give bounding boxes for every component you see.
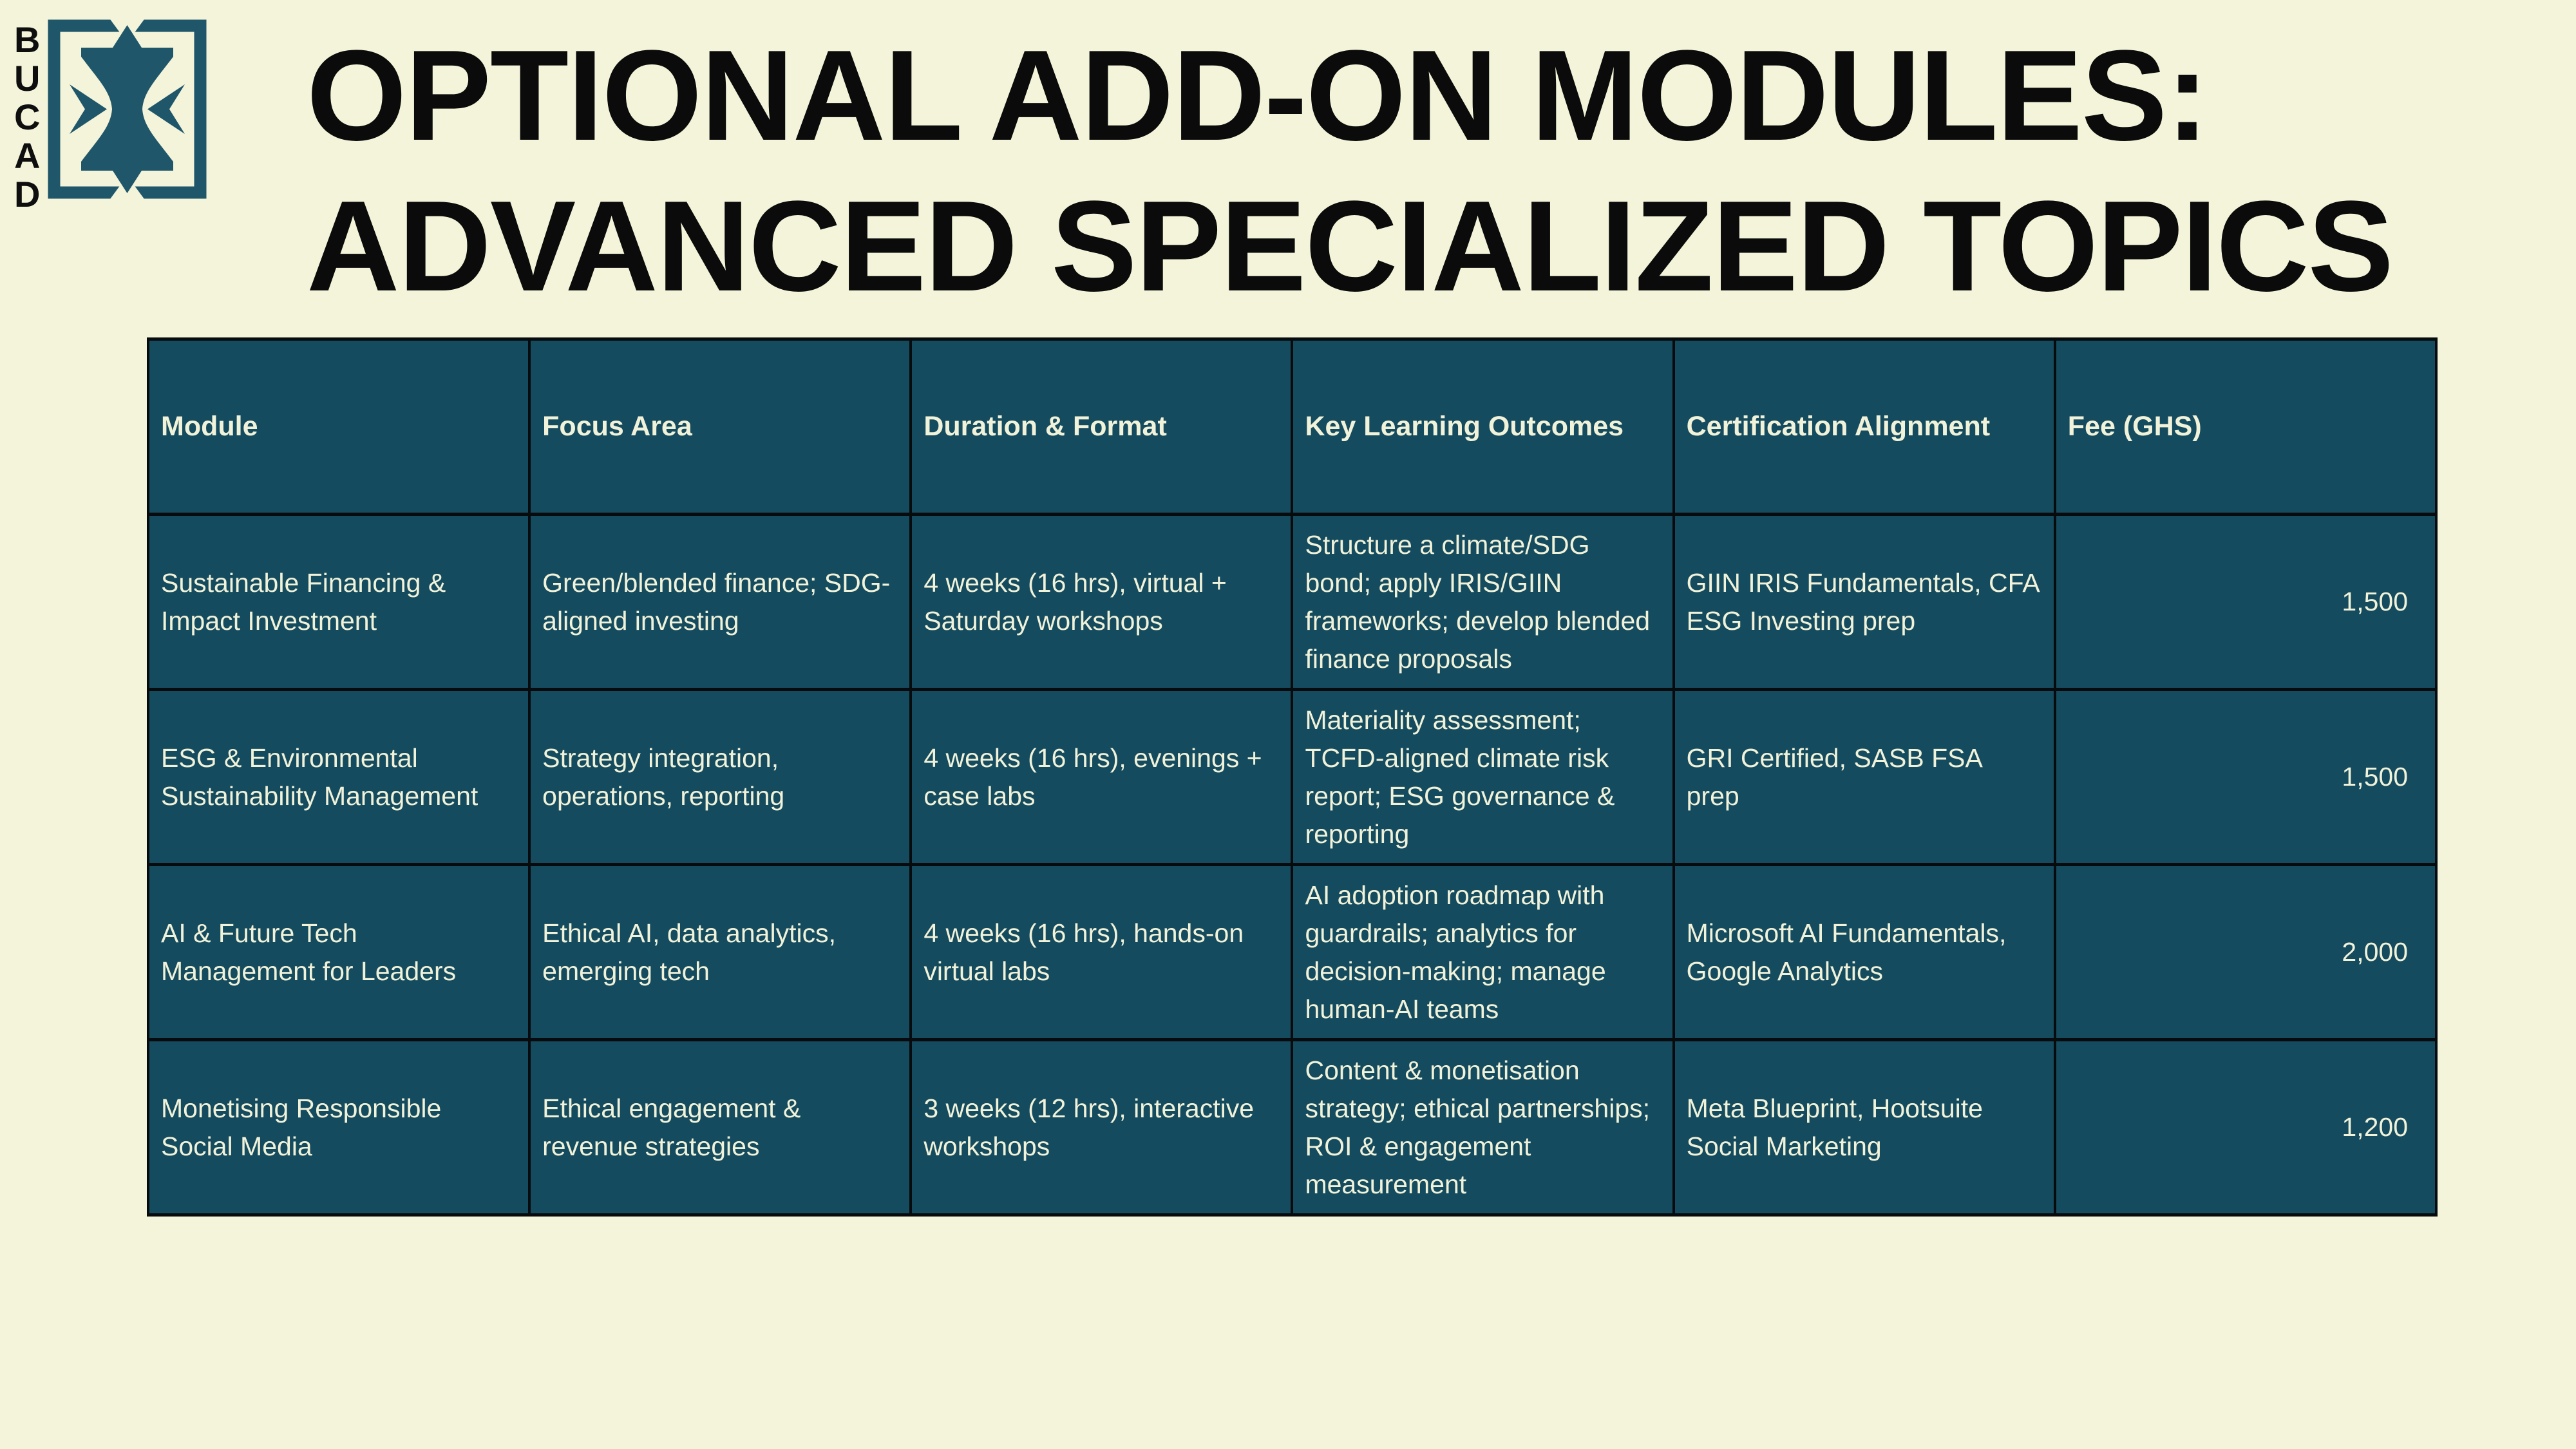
cell-duration-format: 3 weeks (12 hrs), interactive workshops [911, 1040, 1292, 1215]
cell-module: AI & Future Tech Management for Leaders [148, 865, 529, 1040]
logo-letter: A [14, 135, 41, 176]
logo-letter: D [14, 174, 41, 214]
cell-key-learning-outcomes: Materiality assessment; TCFD-aligned climate risk report; ESG governance & reporting [1292, 690, 1673, 865]
cell-key-learning-outcomes: Content & monetisation strategy; ethical partnerships; ROI & engagement measurement [1292, 1040, 1673, 1215]
column-header-key-learning-outcomes: Key Learning Outcomes [1292, 339, 1673, 515]
cell-certification-alignment: GRI Certified, SASB FSA prep [1674, 690, 2055, 865]
table-row [148, 1040, 2436, 1215]
cell-fee: 1,200 [2055, 1040, 2436, 1215]
cell-module: Sustainable Financing & Impact Investment [148, 515, 529, 690]
slide-title [307, 21, 2392, 322]
cell-certification-alignment: Meta Blueprint, Hootsuite Social Marketing [1674, 1040, 2055, 1215]
table-row [148, 865, 2436, 1040]
cell-fee: 1,500 [2055, 690, 2436, 865]
bucad-logo-wordmark [14, 21, 40, 214]
table-header-row [148, 339, 2436, 515]
cell-focus-area: Ethical AI, data analytics, emerging tech [529, 865, 911, 1040]
logo-letter: B [14, 19, 41, 60]
column-header-duration-format: Duration & Format [911, 339, 1292, 515]
cell-module: Monetising Responsible Social Media [148, 1040, 529, 1215]
cell-key-learning-outcomes: Structure a climate/SDG bond; apply IRIS/GIIN frameworks; develop blended finance proposals [1292, 515, 1673, 690]
logo-letter: C [14, 97, 41, 137]
cell-focus-area: Ethical engagement & revenue strategies [529, 1040, 911, 1215]
cell-certification-alignment: GIIN IRIS Fundamentals, CFA ESG Investing prep [1674, 515, 2055, 690]
modules-table [147, 337, 2438, 1217]
column-header-certification-alignment: Certification Alignment [1674, 339, 2055, 515]
cell-duration-format: 4 weeks (16 hrs), hands-on virtual labs [911, 865, 1292, 1040]
logo-letter: U [14, 58, 41, 99]
cell-focus-area: Green/blended finance; SDG-aligned investing [529, 515, 911, 690]
cell-module: ESG & Environmental Sustainability Management [148, 690, 529, 865]
cell-key-learning-outcomes: AI adoption roadmap with guardrails; analytics for decision-making; manage human-AI teams [1292, 865, 1673, 1040]
column-header-module: Module [148, 339, 529, 515]
cell-duration-format: 4 weeks (16 hrs), evenings + case labs [911, 690, 1292, 865]
cell-certification-alignment: Microsoft AI Fundamentals, Google Analytics [1674, 865, 2055, 1040]
cell-fee: 1,500 [2055, 515, 2436, 690]
column-header-focus-area: Focus Area [529, 339, 911, 515]
bucad-logo [14, 19, 207, 214]
cell-focus-area: Strategy integration, operations, reporting [529, 690, 911, 865]
column-header-fee: Fee (GHS) [2055, 339, 2436, 515]
table-row [148, 515, 2436, 690]
slide-title-line-2: ADVANCED SPECIALIZED TOPICS [307, 175, 2392, 318]
table-row [148, 690, 2436, 865]
cell-fee: 2,000 [2055, 865, 2436, 1040]
cell-duration-format: 4 weeks (16 hrs), virtual + Saturday workshops [911, 515, 1292, 690]
slide-title-line-1: OPTIONAL ADD-ON MODULES: [307, 24, 2208, 167]
hourglass-frame-logo-icon [48, 19, 207, 199]
